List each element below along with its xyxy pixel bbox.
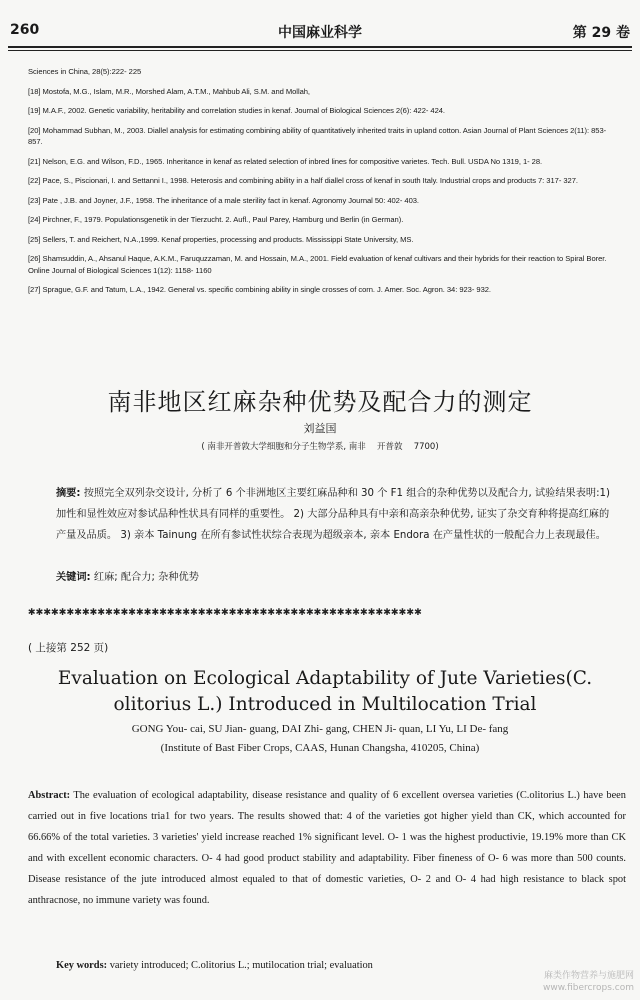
reference-item: [18] Mostofa, M.G., Islam, M.R., Morshed Alam, A.T.M., Mahbub Ali, S.M. and Mollah,	[28, 86, 310, 96]
en-keywords	[56, 960, 620, 971]
section-separator: ✱✱✱✱✱✱✱✱✱✱✱✱✱✱✱✱✱✱✱✱✱✱✱✱✱✱✱✱✱✱✱✱✱✱✱✱✱✱✱✱✱✱✱✱✱✱✱✱✱✱✱	[28, 604, 422, 618]
reference-item: [19] M.A.F., 2002. Genetic variability, heritability and correlation studies in kenaf. Journal of Biological Sciences 2(6): 422- 424.	[28, 106, 445, 115]
cn-abstract	[56, 483, 618, 546]
cn-keywords-text: 红麻; 配合力; 杂种优势	[90, 572, 199, 583]
en-article-affiliation: (Institute of Bast Fiber Crops, CAAS, Hunan Changsha, 410205, China)	[160, 742, 480, 754]
en-abstract-text: The evaluation of ecological adaptability, disease resistance and quality of 6 excellent oversea varieties (C.olitorius L.) have been carried out in five locations tria1 for two years. The results showed that: 4 of the varieties got higher yield than CK, which accounted for 66.66% of the total varieties. 3 varieties' yield increase reached 1% significant level. O- 1 was the highest productivie, 19.19% more than CK and with excellent economic characters. O- 4 had good product stability and adaptability. Fiber fineness of O- 6 was more than 500 counts. Disease resistance of the jute introduced almost equaled to that of domestic varieties, O- 2 and O- 4 had high resistance to black spot anthracnose, no immune variety was found.	[28, 790, 626, 906]
reference-item: Sciences in China, 28(5):222- 225	[28, 67, 142, 76]
volume-label: 第 29 卷	[572, 25, 630, 41]
reference-item: [25] Sellers, T. and Reichert, N.A.,1999. Kenaf properties, processing and products. Mississippi State University, MS.	[28, 234, 414, 244]
en-keywords-text: variety introduced; C.olitorius L.; mutilocation trial; evaluation	[107, 960, 373, 971]
en-abstract	[28, 785, 626, 911]
site-watermark	[543, 970, 634, 994]
watermark-line-1: 麻类作物营养与施肥网	[543, 971, 634, 981]
reference-item: [26] Shamsuddin, A., Ahsanul Haque, A.K.M., Faruquzzaman, M. and Hossain, M.A., 2001. Field evaluation of kenaf cultivars and their hybrids for their reaction to Spiral Borer. Online Journal of Biological Sciences 1(12): 1158- 1160	[28, 254, 607, 275]
cn-abstract-label: 摘要:	[56, 488, 81, 499]
cn-keywords	[56, 568, 618, 583]
continued-from-note: ( 上接第 252 页)	[28, 642, 109, 654]
page-header	[10, 16, 630, 46]
reference-item: [27] Sprague, G.F. and Tatum, L.A., 1942. General vs. specific combining ability in single crosses of corn. J. Amer. Soc. Agron. 34: 923- 932.	[28, 285, 491, 294]
cn-keywords-label: 关键词:	[56, 572, 91, 583]
header-rule	[8, 46, 632, 48]
journal-name: 中国麻业科学	[278, 25, 362, 41]
reference-item: [20] Mohammad Subhan, M., 2003. Diallel analysis for estimating combining ability of quantitatively inherited traits in upland cotton. Asian Journal of Plant Sciences 2(11): 853- 857.	[28, 125, 607, 146]
en-article-authors: GONG You- cai, SU Jian- guang, DAI Zhi- gang, CHEN Ji- quan, LI Yu, LI De- fang	[131, 723, 509, 735]
en-abstract-label: Abstract:	[28, 790, 71, 801]
cn-article-affiliation: ( 南非开普敦大学细胞和分子生物学系, 南非 开普敦 7700)	[201, 442, 439, 452]
cn-article-title: 南非地区红麻杂种优势及配合力的测定	[107, 388, 533, 416]
watermark-line-2: www.fibercrops.com	[543, 983, 634, 993]
reference-item: [22] Pace, S., Piscionari, I. and Settanni I., 1998. Heterosis and combining ability in a half diallel cross of kenaf in south Italy. Industrial crops and products 7: 317- 327.	[28, 176, 578, 185]
page-number: 260	[10, 22, 40, 38]
header-rule-thin	[8, 50, 632, 51]
cn-abstract-text: 按照完全双列杂交设计, 分析了 6 个非洲地区主要红麻品种和 30 个 F1 组合的杂种优势以及配合力, 试验结果表明:1)加性和显性效应对参试品种性状具有同样的重要性。 2) 大部分品种具有中亲和高亲杂种优势, 证实了杂交育种将提高红麻的产量及品质。 3) 亲本 Tainung 在所有参试性状综合表现为超级亲本, 亲本 Endora 在产量性状的一般配合力上表现最佳。	[56, 488, 610, 541]
en-keywords-label: Key words:	[56, 960, 108, 971]
reference-item: [23] Pate , J.B. and Joyner, J.F., 1958. The inheritance of a male sterility fact in kenaf. Agronomy Journal 50: 402- 403.	[28, 195, 419, 205]
reference-item: [24] Pirchner, F., 1979. Populationsgenetik in der Tierzucht. 2. Aufl., Paul Parey, Hamburg und Berlin (in German).	[28, 215, 404, 224]
reference-item: [21] Nelson, E.G. and Wilson, F.D., 1965. Inheritance in kenaf as related selection of inbred lines for compositive varietes. Tech. Bull. USDA No 1319, 1- 28.	[28, 156, 543, 166]
cn-article-author: 刘益国	[303, 422, 337, 435]
reference-list	[28, 66, 620, 304]
en-article-title: Evaluation on Ecological Adaptability of Jute Varieties(C. olitorius L.) Introduced in Multilocation Trial	[57, 668, 593, 715]
